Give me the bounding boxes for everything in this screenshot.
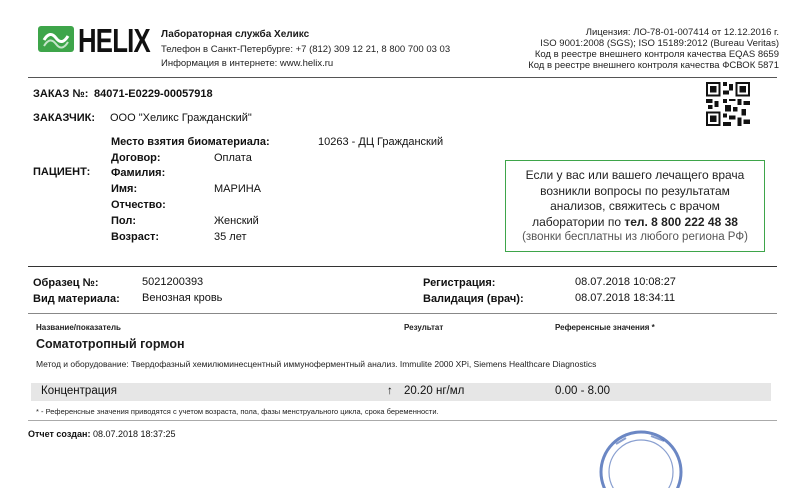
order-number-value: 84071-E0229-00057918 <box>94 88 213 100</box>
callout-line-1: Если у вас или вашего лечащего врача <box>525 168 745 182</box>
callout-line-2: возникли вопросы по результатам <box>540 183 730 198</box>
doctor-contact-callout <box>505 160 765 252</box>
footer-divider <box>28 420 777 421</box>
name-value: МАРИНА <box>214 183 262 195</box>
collection-place-value: 10263 - ДЦ Гражданский <box>318 136 444 148</box>
sex-label: Пол: <box>111 215 137 227</box>
lab-website: Информация в интернете: www.helix.ru <box>161 58 334 69</box>
registration-value: 08.07.2018 10:08:27 <box>575 276 676 288</box>
contract-label: Договор: <box>111 152 161 164</box>
result-parameter-name: Концентрация <box>41 385 117 397</box>
column-header-name: Название/показатель <box>36 323 121 332</box>
validation-label: Валидация (врач): <box>423 293 524 305</box>
material-label: Вид материала: <box>33 293 120 305</box>
arrow-up-icon: ↑ <box>387 385 393 397</box>
qr-code-icon <box>706 82 750 126</box>
sex-value: Женский <box>214 215 259 227</box>
report-created-label: Отчет создан: <box>28 429 91 439</box>
callout-phone: тел. 8 800 222 48 38 <box>624 214 738 229</box>
patronymic-label: Отчество: <box>111 199 166 211</box>
callout-line-3: анализов, свяжитесь с врачом <box>550 199 720 213</box>
sample-number-value: 5021200393 <box>142 276 204 288</box>
test-title: Соматотропный гормон <box>36 337 185 351</box>
order-divider <box>28 266 777 267</box>
method-description <box>36 358 646 370</box>
stamp-icon <box>596 428 686 488</box>
order-number-label: ЗАКАЗ №: <box>33 88 89 100</box>
contract-value: Оплата <box>214 152 252 164</box>
fsvok-line: Код в реестре внешнего контроля качества ФСВОК 5871 <box>528 60 779 71</box>
header-divider <box>28 77 777 78</box>
report-created <box>28 429 176 439</box>
age-value: 35 лет <box>214 231 247 243</box>
reference-range: 0.00 - 8.00 <box>555 385 610 397</box>
collection-place-label: Место взятия биоматериала: <box>111 136 270 148</box>
lab-name: Лабораторная служба Хеликс <box>161 29 310 40</box>
license-line: Лицензия: ЛО-78-01-007414 от 12.12.2016 г. <box>585 27 779 38</box>
report-created-value: 08.07.2018 18:37:25 <box>92 429 176 439</box>
column-header-reference: Референсные значения * <box>555 323 655 332</box>
callout-phone-prefix: лаборатории по <box>532 214 625 229</box>
eqas-line: Код в реестре внешнего контроля качества EQAS 8659 <box>534 49 779 60</box>
customer-value: ООО "Хеликс Гражданский" <box>110 112 252 124</box>
iso-line: ISO 9001:2008 (SGS); ISO 15189:2012 (Bureau Veritas) <box>540 38 779 49</box>
method-value: Твердофазный хемилюминесцентный иммуноферментный анализ. Immulite 2000 XPi, Siemens Healthcare Diagnostics <box>131 359 597 369</box>
column-header-result: Результат <box>404 323 444 332</box>
customer-label: ЗАКАЗЧИК: <box>33 112 95 124</box>
age-label: Возраст: <box>111 231 159 243</box>
callout-line-4 <box>506 215 764 231</box>
validation-value: 08.07.2018 18:34:11 <box>575 292 676 304</box>
logo-text: HELIX <box>78 22 150 59</box>
sample-number-label: Образец №: <box>33 277 99 289</box>
registration-label: Регистрация: <box>423 277 496 289</box>
sample-divider <box>28 313 777 314</box>
method-label: Метод и оборудование: <box>36 359 129 369</box>
reference-footnote: * - Референсные значения приводятся с учетом возраста, пола, фазы менструального цикла, срока беременности. <box>36 407 439 416</box>
name-label: Имя: <box>111 183 138 195</box>
table-row <box>31 383 771 401</box>
patient-label: ПАЦИЕНТ: <box>33 166 91 178</box>
result-value: 20.20 нг/мл <box>404 385 465 397</box>
lab-phone: Телефон в Санкт-Петербурге: +7 (812) 309 12 21, 8 800 700 03 03 <box>161 44 451 55</box>
callout-line-5: (звонки бесплатны из любого региона РФ) <box>522 231 748 243</box>
surname-label: Фамилия: <box>111 167 166 179</box>
material-value: Венозная кровь <box>142 292 223 304</box>
